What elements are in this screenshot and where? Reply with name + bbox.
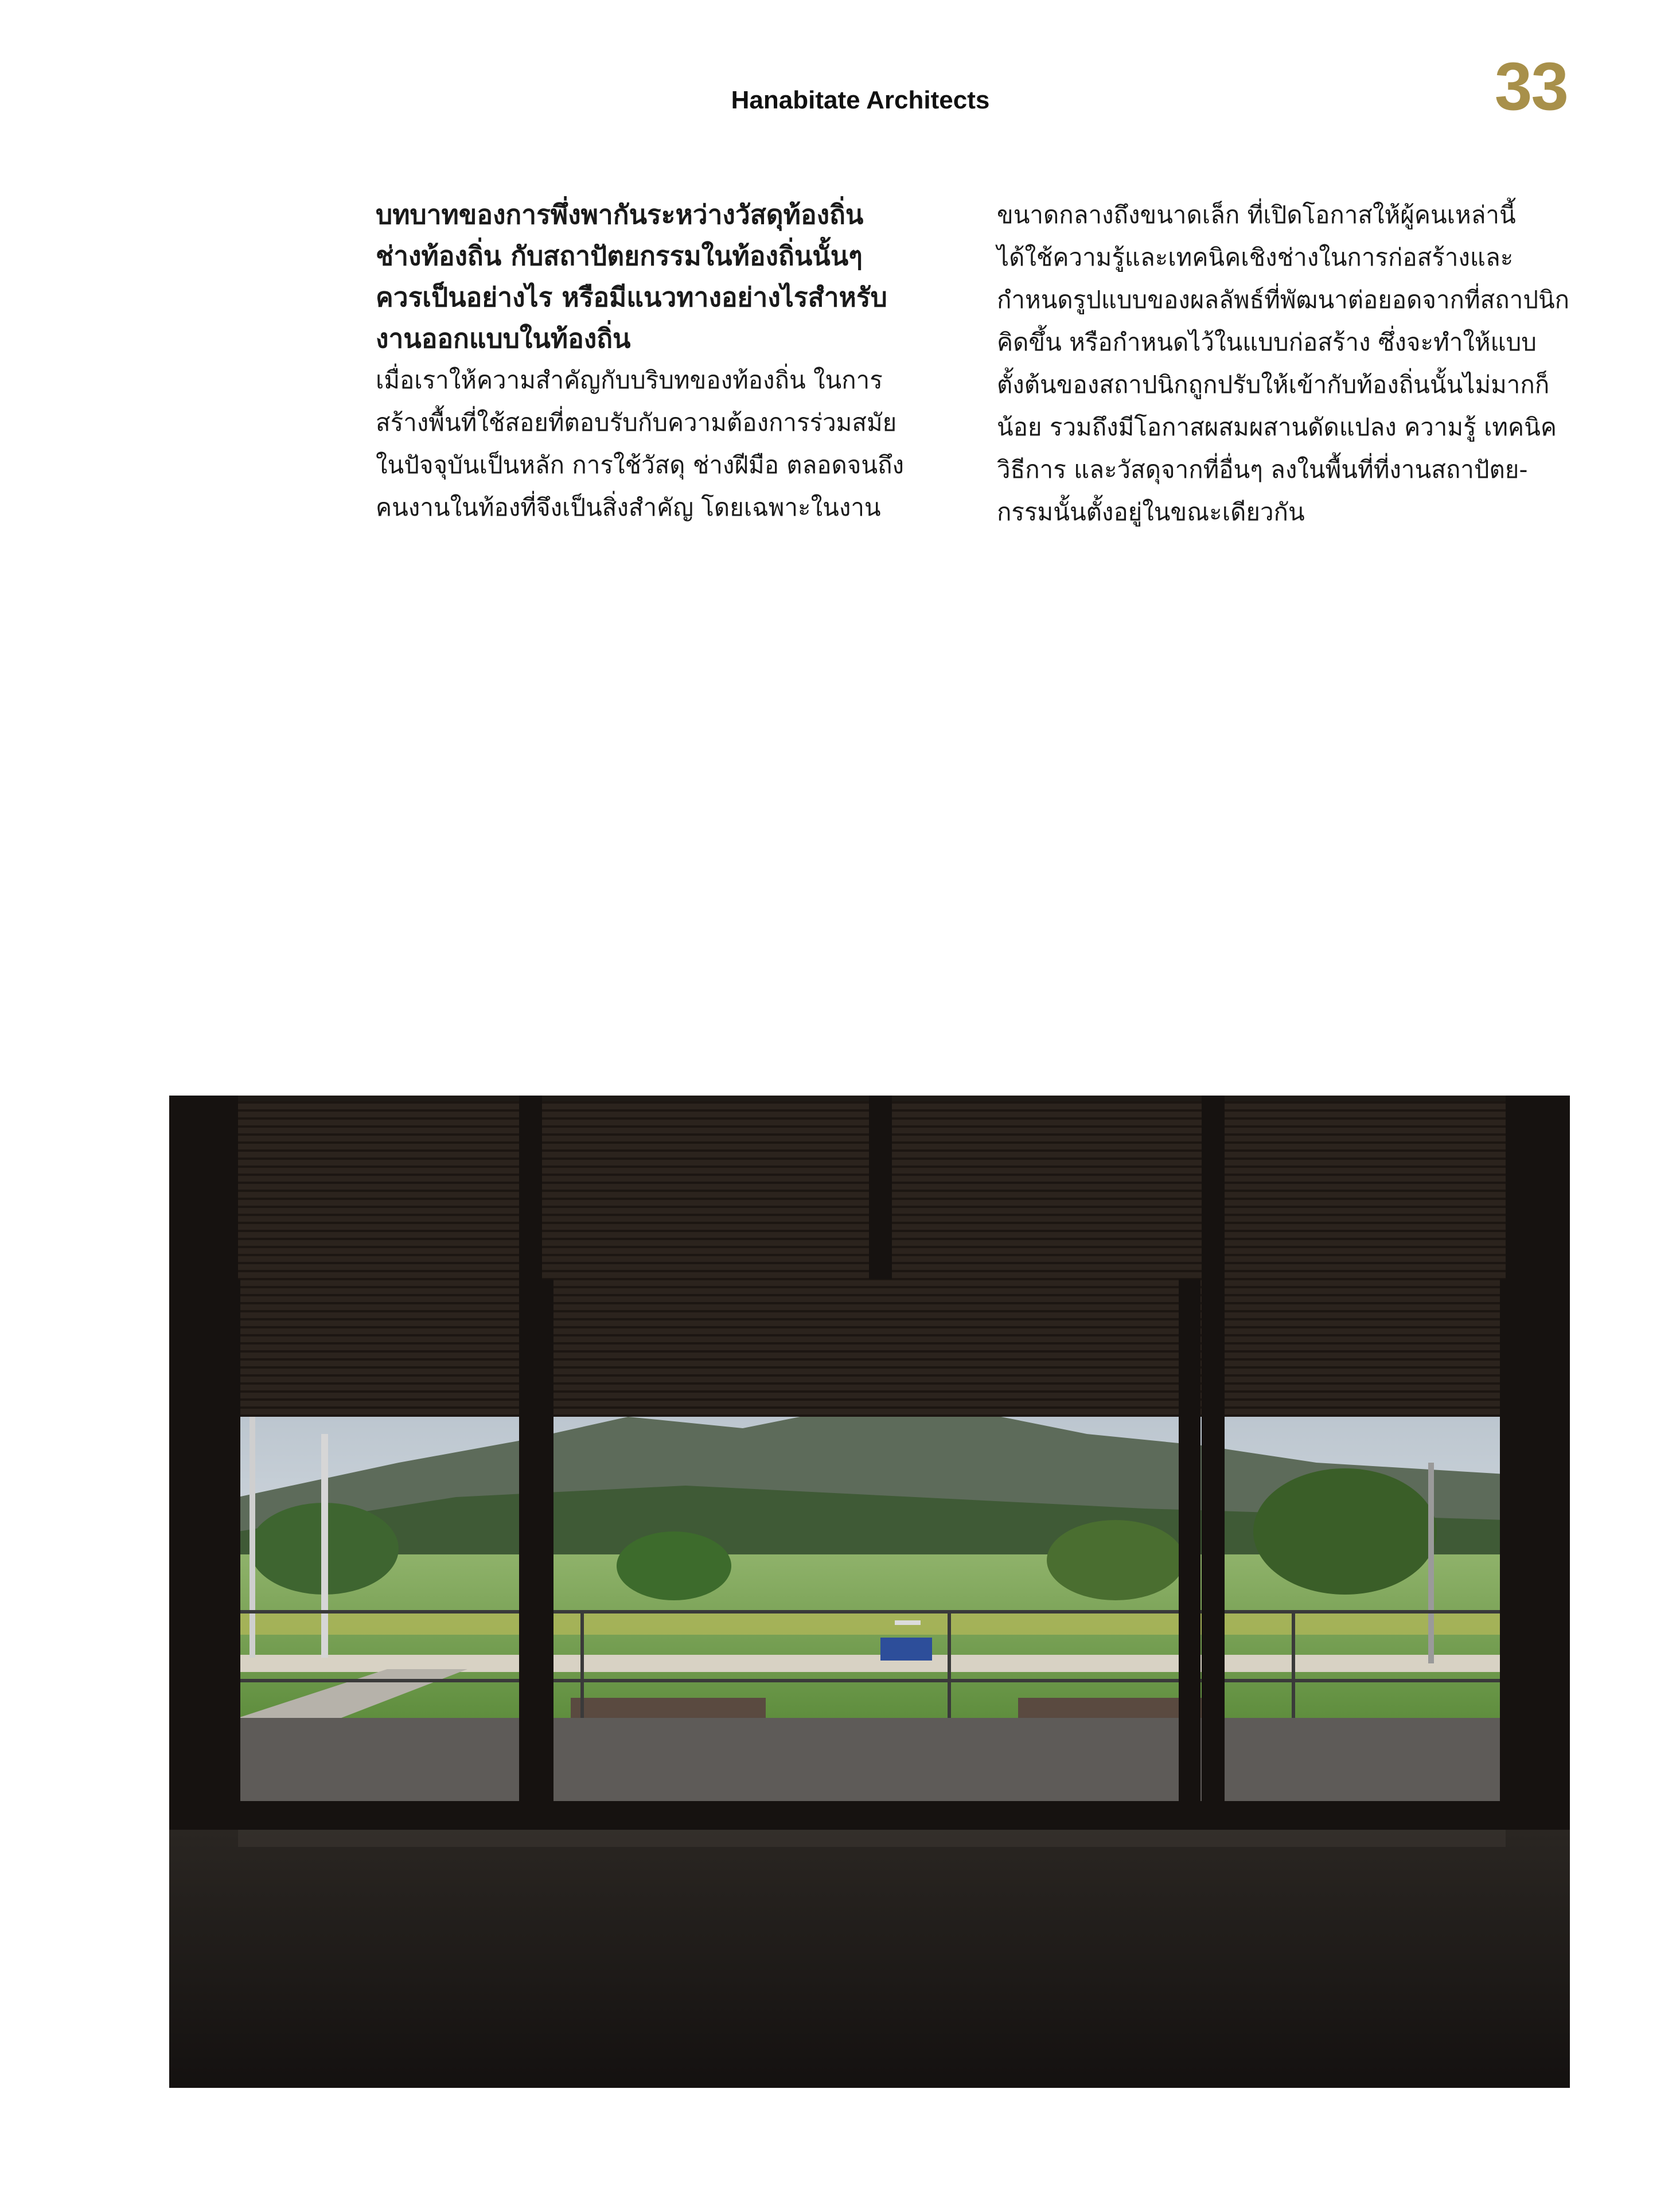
article-column-right (997, 194, 1576, 533)
paragraph-line: น้อย รวมถึงมีโอกาสผสมผสานดัดแปลง ความรู้ เทคนิค (997, 413, 1557, 441)
paragraph-line: วิธีการ และวัสดุจากที่อื่นๆ ลงในพื้นที่ที่งานสถาปัตย- (997, 455, 1528, 484)
answer-paragraph-continued (997, 194, 1576, 533)
question-line: ช่างท้องถิ่น กับสถาปัตยกรรมในท้องถิ่นนั้นๆ (376, 240, 863, 271)
paragraph-line: ได้ใช้ความรู้และเทคนิคเชิงช่างในการก่อสร้างและ (997, 243, 1514, 271)
interior-photograph (169, 1096, 1570, 2088)
paragraph-line: เมื่อเราให้ความสำคัญกับบริบทของท้องถิ่น ในการ (376, 366, 883, 394)
paragraph-line: คนงานในท้องที่จึงเป็นสิ่งสำคัญ โดยเฉพาะในงาน (376, 493, 881, 521)
paragraph-line: ตั้งต้นของสถาปนิกถูกปรับให้เข้ากับท้องถิ่นนั้นไม่มากก็ (997, 371, 1550, 399)
paragraph-line: กรรมนั้นตั้งอยู่ในขณะเดียวกัน (997, 498, 1305, 526)
question-line: ควรเป็นอย่างไร หรือมีแนวทางอย่างไรสำหรับ (376, 282, 887, 313)
question-line: งานออกแบบในท้องถิ่น (376, 323, 631, 354)
paragraph-line: กำหนดรูปแบบของผลลัพธ์ที่พัฒนาต่อยอดจากที่สถาปนิก (997, 286, 1570, 314)
magazine-section-title: Hanabitate Architects (731, 86, 990, 114)
page-number: 33 (1494, 49, 1568, 124)
interview-question (376, 194, 949, 359)
landscape-view (238, 1405, 1506, 1718)
paragraph-line: คิดขึ้น หรือกำหนดไว้ในแบบก่อสร้าง ซึ่งจะทำให้แบบ (997, 328, 1537, 356)
article-column-left (376, 194, 949, 529)
answer-paragraph-start (376, 359, 949, 529)
question-line: บทบาทของการพึ่งพากันระหว่างวัสดุท้องถิ่น (376, 199, 864, 230)
paragraph-line: สร้างพื้นที่ใช้สอยที่ตอบรับกับความต้องการร่วมสมัย (376, 408, 897, 436)
paragraph-line: ขนาดกลางถึงขนาดเล็ก ที่เปิดโอกาสให้ผู้คนเหล่านี้ (997, 201, 1516, 229)
paragraph-line: ในปัจจุบันเป็นหลัก การใช้วัสดุ ช่างฝีมือ ตลอดจนถึง (376, 451, 905, 479)
